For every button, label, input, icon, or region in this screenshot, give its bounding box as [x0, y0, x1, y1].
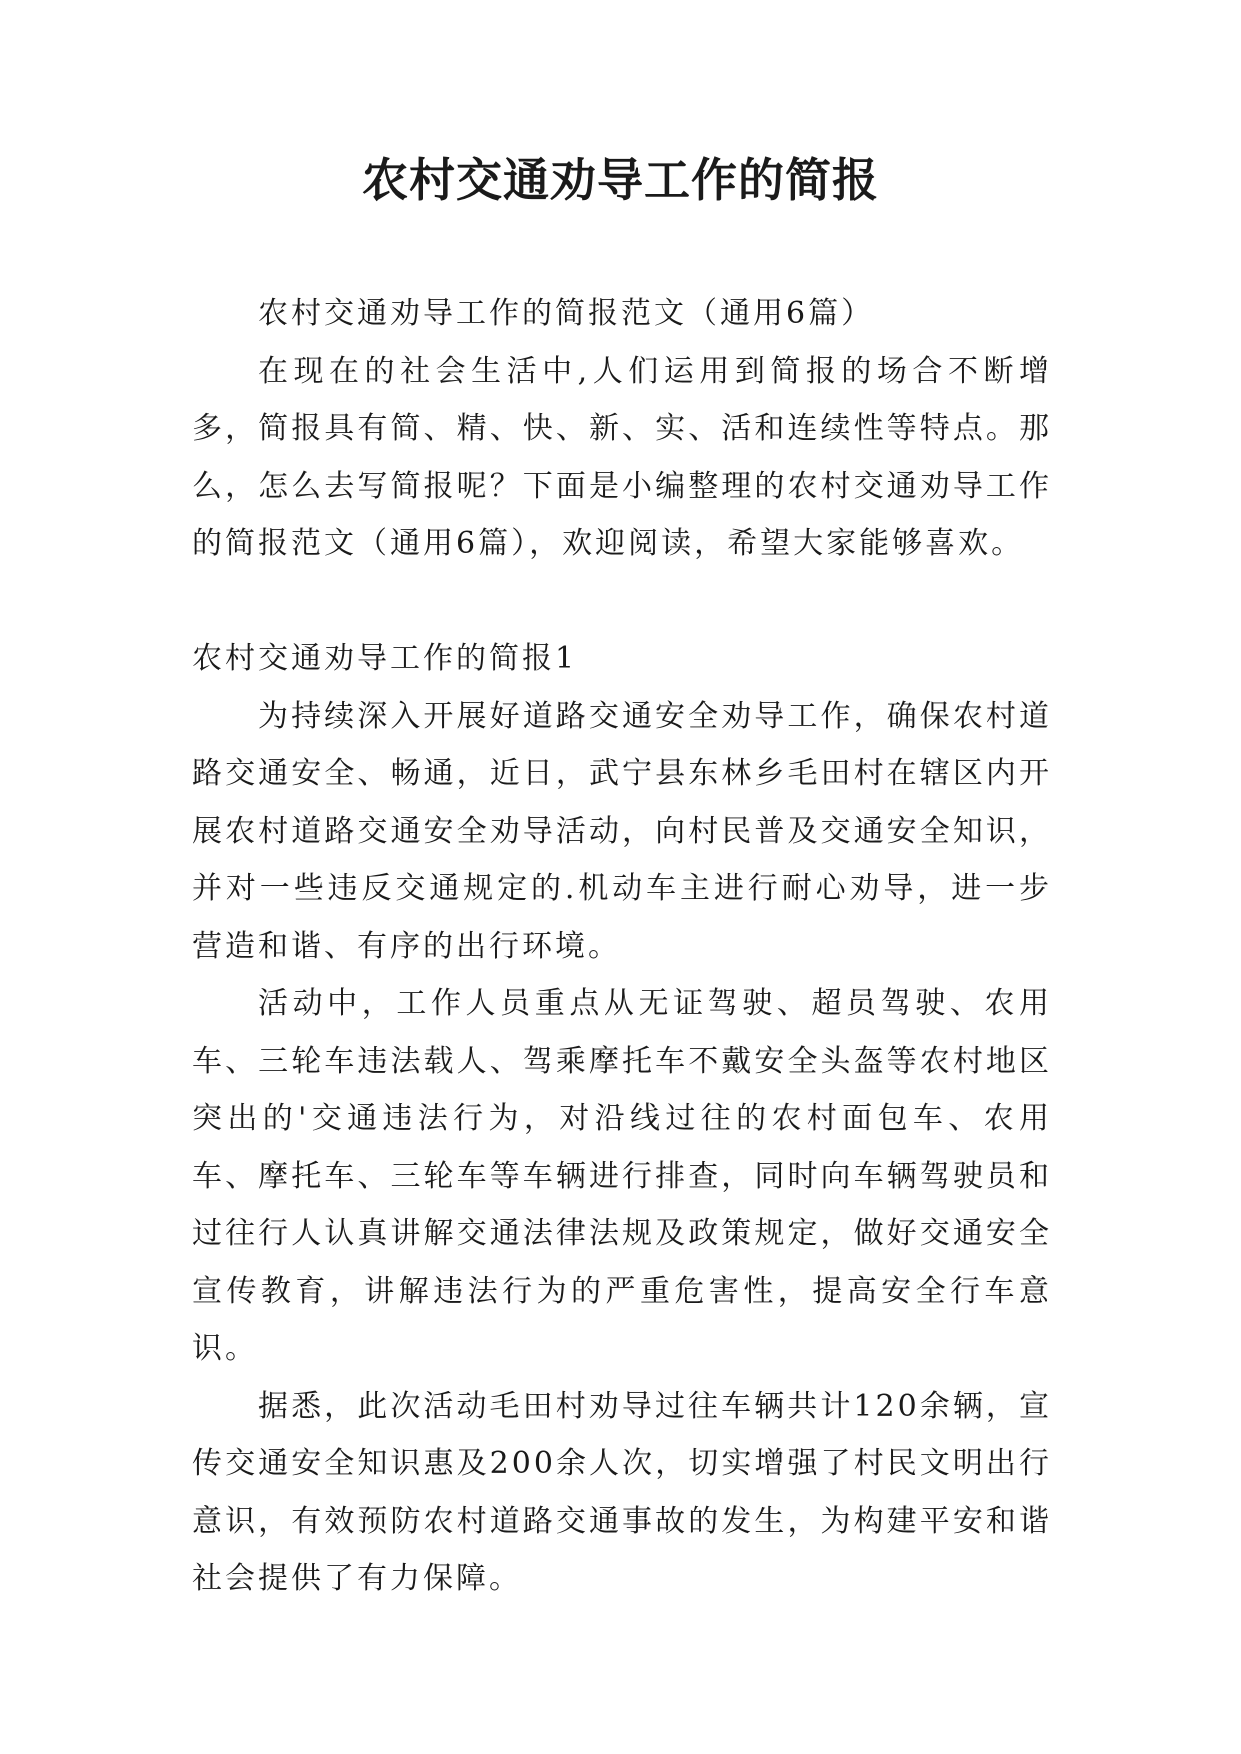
body-paragraph: 活动中，工作人员重点从无证驾驶、超员驾驶、农用车、三轮车违法载人、驾乘摩托车不戴安全头盔等农村地区突出的'交通违法行为，对沿线过往的农村面包车、农用车、摩托车、三轮车等车辆进行排查，同时向车辆驾驶员和过往行人认真讲解交通法律法规及政策规定，做好交通安全宣传教育，讲解违法行为的严重危害性，提高安全行车意识。	[192, 986, 1052, 1366]
intro-paragraph: 在现在的社会生活中,人们运用到简报的场合不断增多，简报具有简、精、快、新、实、活和连续性等特点。那么，怎么去写简报呢？下面是小编整理的农村交通劝导工作的简报范文（通用6篇），欢迎阅读，希望大家能够喜欢。	[192, 353, 1052, 561]
document-body	[192, 285, 1052, 1608]
document-subtitle: 农村交通劝导工作的简报范文（通用6篇）	[258, 296, 875, 331]
body-paragraph: 据悉，此次活动毛田村劝导过往车辆共计120余辆，宣传交通安全知识惠及200余人次，切实增强了村民文明出行意识，有效预防农村道路交通事故的发生，为构建平安和谐社会提供了有力保障。	[192, 1388, 1052, 1596]
document-title: 农村交通劝导工作的简报	[362, 153, 879, 207]
body-paragraph: 为持续深入开展好道路交通安全劝导工作，确保农村道路交通安全、畅通，近日，武宁县东林乡毛田村在辖区内开展农村道路交通安全劝导活动，向村民普及交通安全知识，并对一些违反交通规定的.机动车主进行耐心劝导，进一步营造和谐、有序的出行环境。	[192, 698, 1052, 964]
paragraph-spacer	[192, 573, 1052, 631]
section-heading: 农村交通劝导工作的简报1	[192, 641, 578, 676]
